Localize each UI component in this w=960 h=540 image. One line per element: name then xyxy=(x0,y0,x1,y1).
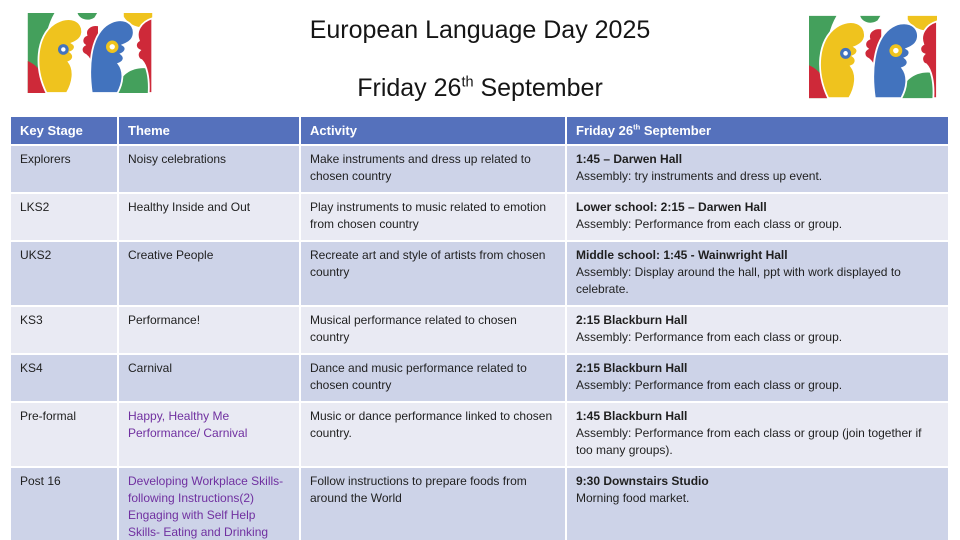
subtitle-text: September xyxy=(473,74,603,102)
table-cell-key-stage: UKS2 xyxy=(11,242,119,307)
table-cell-friday xyxy=(567,355,948,403)
table-cell-key-stage: Pre-formal xyxy=(11,403,119,468)
friday-location: 1:45 Blackburn Hall xyxy=(576,409,688,423)
table-cell-key-stage: Explorers xyxy=(11,146,119,194)
column-header-friday-text: September xyxy=(640,123,712,138)
table-cell-activity: Make instruments and dress up related to chosen country xyxy=(301,146,567,194)
friday-detail: Morning food market. xyxy=(576,491,690,505)
column-header-activity: Activity xyxy=(301,117,567,146)
table-cell-friday xyxy=(567,146,948,194)
table-cell-friday xyxy=(567,403,948,468)
column-header-theme: Theme xyxy=(119,117,301,146)
column-header-friday xyxy=(567,117,948,146)
friday-location: 2:15 Blackburn Hall xyxy=(576,313,688,327)
slide-title: European Language Day 2025 xyxy=(309,16,651,44)
table-cell-friday xyxy=(567,468,948,540)
table-cell-activity: Music or dance performance linked to chosen country. xyxy=(301,403,567,468)
table-row xyxy=(11,146,948,194)
table-cell-activity: Follow instructions to prepare foods from around the World xyxy=(301,468,567,540)
table-row xyxy=(11,307,948,355)
table-cell-theme: Noisy celebrations xyxy=(119,146,301,194)
friday-detail: Assembly: Performance from each class or group (join together if too many groups). xyxy=(576,426,922,457)
table-cell-theme: Creative People xyxy=(119,242,301,307)
column-header-key-stage: Key Stage xyxy=(11,117,119,146)
table-cell-theme: Developing Workplace Skills- following Instructions(2) Engaging with Self Help Skills- Eating and Drinking xyxy=(119,468,301,540)
table-body xyxy=(11,146,948,540)
schedule-table xyxy=(11,117,948,540)
friday-location: Lower school: 2:15 – Darwen Hall xyxy=(576,200,767,214)
friday-location: 9:30 Downstairs Studio xyxy=(576,474,709,488)
column-header-friday-ordinal: th xyxy=(633,122,641,132)
table-cell-friday xyxy=(567,194,948,242)
table-cell-theme: Healthy Inside and Out xyxy=(119,194,301,242)
table-cell-activity: Recreate art and style of artists from chosen country xyxy=(301,242,567,307)
friday-location: Middle school: 1:45 - Wainwright Hall xyxy=(576,248,788,262)
table-cell-activity: Dance and music performance related to chosen country xyxy=(301,355,567,403)
friday-location: 2:15 Blackburn Hall xyxy=(576,361,688,375)
table-row xyxy=(11,242,948,307)
table-cell-theme: Carnival xyxy=(119,355,301,403)
column-header-friday-text: Friday 26 xyxy=(576,123,634,138)
friday-detail: Assembly: Performance from each class or group. xyxy=(576,378,843,392)
table-row xyxy=(11,355,948,403)
table-row xyxy=(11,468,948,540)
table-row xyxy=(11,194,948,242)
friday-detail: Assembly: Performance from each class or group. xyxy=(576,330,843,344)
table-cell-friday xyxy=(567,307,948,355)
table-row xyxy=(11,403,948,468)
table-cell-key-stage: LKS2 xyxy=(11,194,119,242)
table-cell-activity: Musical performance related to chosen country xyxy=(301,307,567,355)
friday-location: 1:45 – Darwen Hall xyxy=(576,152,683,166)
table-cell-activity: Play instruments to music related to emotion from chosen country xyxy=(301,194,567,242)
table-header-row xyxy=(11,117,948,146)
friday-detail: Assembly: Performance from each class or group. xyxy=(576,217,843,231)
slide-subtitle xyxy=(0,74,960,103)
table-cell-key-stage: KS3 xyxy=(11,307,119,355)
table-cell-theme: Happy, Healthy Me Performance/ Carnival xyxy=(119,403,301,468)
friday-detail: Assembly: Display around the hall, ppt with work displayed to celebrate. xyxy=(576,265,901,296)
table-cell-key-stage: Post 16 xyxy=(11,468,119,540)
subtitle-ordinal: th xyxy=(461,74,474,91)
subtitle-text: Friday 26 xyxy=(357,74,462,102)
table-cell-key-stage: KS4 xyxy=(11,355,119,403)
friday-detail: Assembly: try instruments and dress up event. xyxy=(576,169,823,183)
table-cell-friday xyxy=(567,242,948,307)
table-cell-theme: Performance! xyxy=(119,307,301,355)
